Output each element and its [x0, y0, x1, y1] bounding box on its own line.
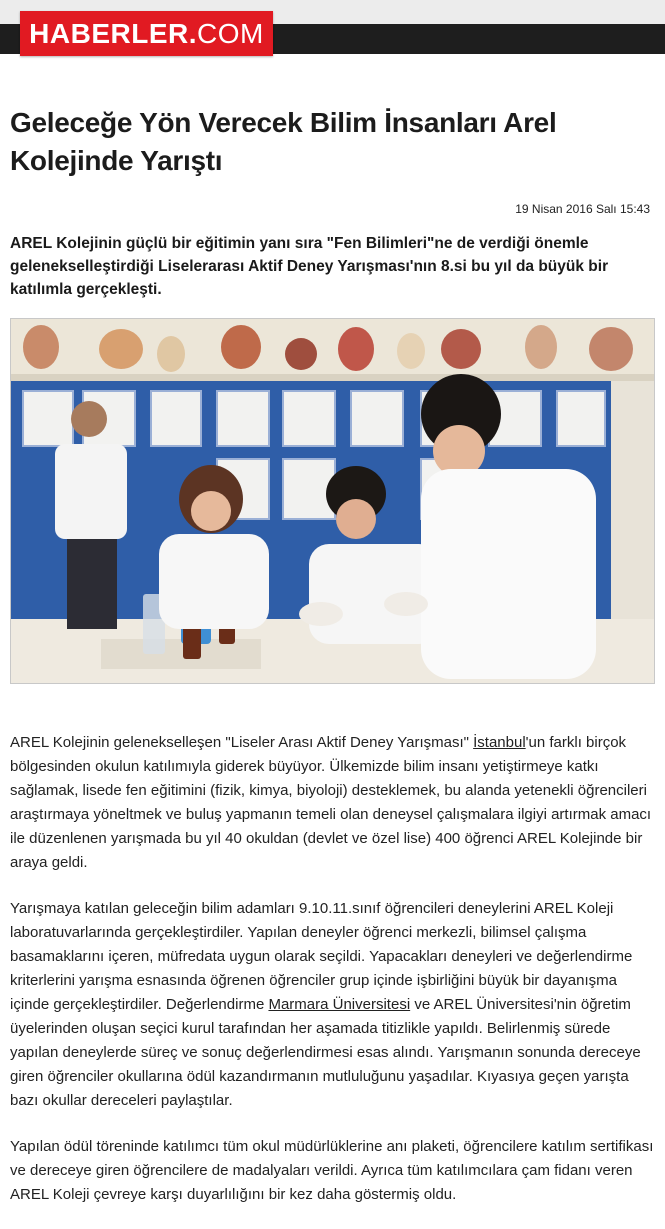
marmara-universitesi-link[interactable]: Marmara Üniversitesi	[268, 996, 411, 1013]
article-photo	[10, 318, 655, 684]
article-headline: Geleceğe Yön Verecek Bilim İnsanları Arel Kolejinde Yarıştı	[10, 107, 557, 176]
article-lead: AREL Kolejinin güçlü bir eğitimin yanı sıra "Fen Bilimleri"ne de verdiği önemle gelenekselleştirdiği Liselerarası Aktif Deney Yarışması'nın 8.si bu yıl da büyük bir katılımla gerçekleşti.	[10, 235, 609, 298]
istanbul-link[interactable]: İstanbul	[473, 734, 526, 751]
body-paragraph: Yapılan ödül töreninde katılımcı tüm okul müdürlüklerine anı plaketi, öğrencilere katılım sertifikası ve dereceye giren öğrencilere de madalyaları verildi. Ayrıca tüm katılımcılara çam fidanı veren AREL Koleji çevreye karşı duyarlılığını bir kez daha göstermiş oldu.	[10, 1138, 654, 1203]
article-body	[10, 731, 655, 1229]
logo-wordmark: HABERLER.COM	[29, 17, 264, 49]
body-paragraph: AREL Kolejinin gelenekselleşen "Liseler Arası Aktif Deney Yarışması" İstanbul'un farklı birçok bölgesinden okulun katılımıyla giderek büyüyor. Ülkemizde bilim insanı yetiştirmeye katkı sağlamak, lisede fen eğitimini (fizik, kimya, biyoloji) desteklemek, bu alanda yetenekli öğrencileri araştırmaya yöneltmek ve buluş yapmanın temeli olan deneysel çalışmalara ilgiyi artırmak amacı ile düzenlenen yarışmada bu yıl 40 okuldan (devlet ve özel lise) 400 öğrenci AREL Kolejinde bir araya geldi.	[10, 734, 652, 871]
body-paragraph: Yarışmaya katılan geleceğin bilim adamları 9.10.11.sınıf öğrencileri deneylerini AREL Koleji laboratuvarlarında gerçekleştirdiler. Yapılan deneyler öğrenci merkezli, bilimsel çalışma basamaklarını içeren, müfredata uygun olarak seçildi. Yapacakları deneyleri ve değerlendirme kriterlerini yarışma esnasında öğrenen öğrenciler grup içinde işbirliğini büyük bir dayanışma içinde gerçekleştirdiler. Değerlendirme Marmara Üniversitesi ve AREL Üniversitesi'nin öğretim üyelerinden oluşan seçici kurul tarafından her aşamada titizlikle yapıldı. Belirlenmiş sürede yapılan deneylerde süreç ve sonuç değerlendirmesi esas alındı. Yarışmanın sonunda dereceye giren öğrenciler okullarına ödül kazandırmanın mutluluğunu yaşadılar. Kıyasıya geçen yarışta bazı okullar dereceleri paylaştılar.	[10, 900, 641, 1109]
article-date: 19 Nisan 2016 Salı 15:43	[515, 202, 650, 216]
site-logo[interactable]	[20, 11, 273, 56]
